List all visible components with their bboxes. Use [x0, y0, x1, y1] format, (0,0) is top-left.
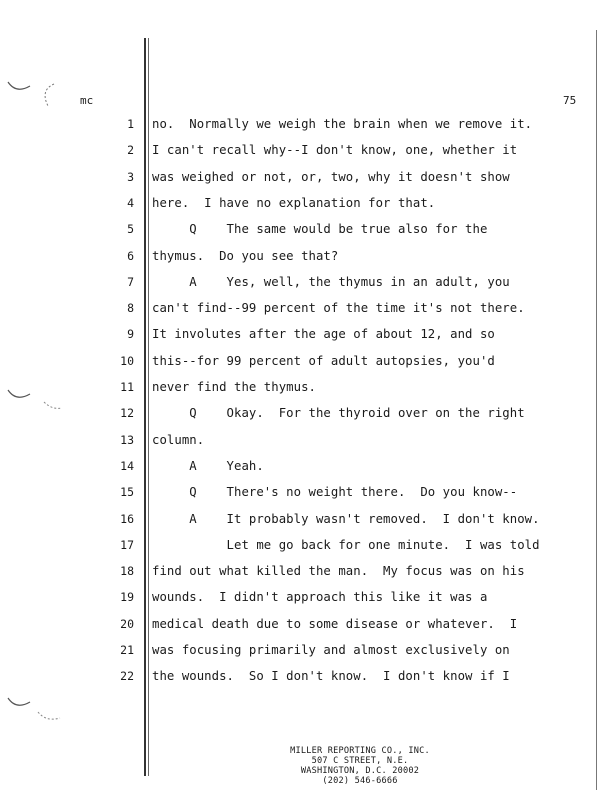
transcript-line — [0, 484, 612, 510]
footer-street: 507 C STREET, N.E. — [311, 756, 409, 766]
line-text: can't find--99 percent of the time it's not there. — [152, 301, 525, 316]
transcript-line — [0, 274, 612, 300]
transcript-line — [0, 379, 612, 405]
transcript-line — [0, 589, 612, 615]
line-text: find out what killed the man. My focus was on his — [152, 564, 525, 579]
hole-punch-mark-bottom — [4, 692, 68, 732]
transcript-line — [0, 668, 612, 694]
line-number: 1 — [127, 117, 134, 131]
line-text: column. — [152, 432, 205, 447]
line-number: 10 — [120, 353, 134, 368]
line-number: 17 — [120, 537, 134, 552]
line-text: Q Okay. For the thyroid over on the right — [152, 406, 525, 421]
footer-company: MILLER REPORTING CO., INC. — [290, 746, 430, 756]
transcript-line — [0, 116, 612, 142]
line-text: the wounds. So I don't know. I don't know if I — [152, 669, 510, 684]
line-number: 5 — [127, 222, 134, 237]
footer-phone: (202) 546-6666 — [322, 776, 398, 786]
transcript-line — [0, 326, 612, 352]
hole-punch-mark-top — [4, 76, 68, 116]
line-text: here. I have no explanation for that. — [152, 195, 436, 210]
line-number: 4 — [127, 195, 134, 210]
line-text: was focusing primarily and almost exclusively on — [152, 643, 510, 657]
transcript-line — [0, 142, 612, 168]
reporting-company-footer — [240, 746, 480, 786]
footer-city: WASHINGTON, D.C. 20002 — [300, 766, 420, 776]
transcript-line — [0, 300, 612, 326]
line-number: 19 — [120, 590, 134, 605]
line-text: thymus. Do you see that? — [152, 248, 339, 263]
line-text: was weighed or not, or, two, why it doesn't show — [152, 169, 510, 184]
transcript-line — [0, 511, 612, 537]
line-text: Let me go back for one minute. I was told — [152, 537, 540, 552]
transcript-line — [0, 563, 612, 589]
line-number: 7 — [127, 274, 134, 289]
line-number: 11 — [120, 380, 134, 394]
transcript-line — [0, 221, 612, 247]
transcript-line — [0, 169, 612, 195]
line-number: 2 — [127, 143, 134, 158]
line-number: 18 — [120, 564, 134, 579]
transcript-line — [0, 248, 612, 274]
line-text: A It probably wasn't removed. I don't know. — [152, 511, 540, 526]
line-number: 16 — [120, 511, 134, 526]
line-number: 3 — [127, 169, 134, 184]
line-number: 6 — [127, 248, 134, 263]
line-text: Q There's no weight there. Do you know-- — [152, 485, 518, 500]
line-text: wounds. I didn't approach this like it was a — [152, 590, 488, 605]
line-text: A Yes, well, the thymus in an adult, you — [152, 274, 510, 289]
line-text: no. Normally we weigh the brain when we remove it. — [152, 117, 533, 131]
transcript-line — [0, 432, 612, 458]
transcript-line — [0, 458, 612, 484]
line-text: It involutes after the age of about 12, and so — [152, 327, 495, 342]
transcript-line — [0, 195, 612, 221]
line-number: 14 — [120, 458, 134, 473]
line-text: Q The same would be true also for the — [152, 222, 488, 237]
line-text: I can't recall why--I don't know, one, whether it — [152, 143, 518, 158]
line-text: medical death due to some disease or whatever. I — [152, 616, 518, 631]
line-number: 13 — [120, 432, 134, 447]
transcript-line — [0, 616, 612, 642]
line-text: A Yeah. — [152, 458, 264, 473]
line-number: 8 — [127, 301, 134, 316]
transcript-line — [0, 642, 612, 668]
line-number: 22 — [120, 669, 134, 684]
transcript-line — [0, 405, 612, 431]
line-text: never find the thymus. — [152, 380, 316, 394]
line-number: 21 — [120, 643, 134, 657]
page-number: 75 — [563, 94, 577, 107]
transcript-line — [0, 537, 612, 563]
line-text: this--for 99 percent of adult autopsies, you'd — [152, 353, 495, 368]
transcript-line — [0, 353, 612, 379]
line-number: 20 — [120, 616, 134, 631]
line-number: 9 — [127, 327, 134, 342]
reporter-initials: mc — [80, 94, 94, 107]
line-number: 15 — [120, 485, 134, 500]
line-number: 12 — [120, 406, 134, 421]
